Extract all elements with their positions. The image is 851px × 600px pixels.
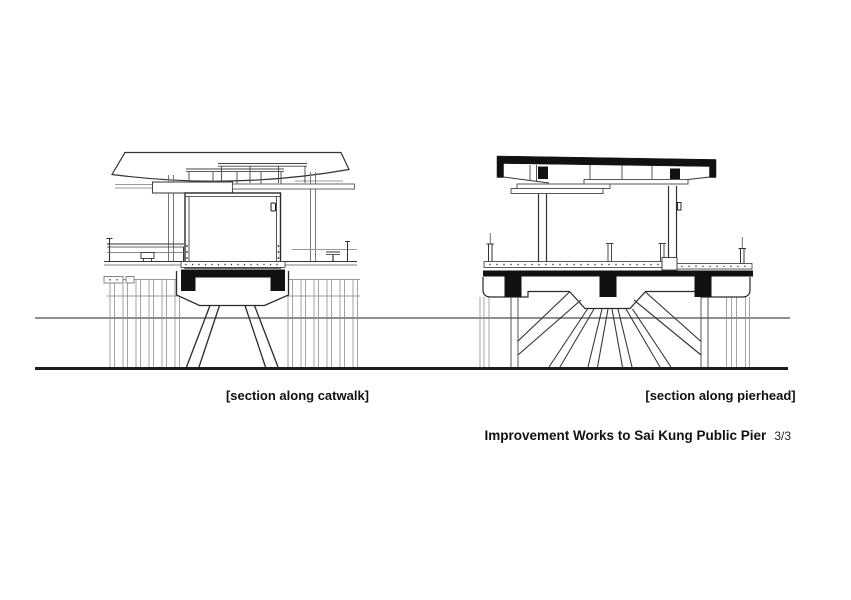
- column-pedestal: [662, 258, 677, 271]
- catwalk-caption: [section along catwalk]: [225, 388, 370, 403]
- catwalk-roof-deck-band: [233, 184, 355, 189]
- deck-fender-blocks: [104, 277, 134, 284]
- drawing-title: [430, 427, 791, 445]
- deck-paving-dots: [185, 264, 277, 265]
- catwalk-deck-fittings-right: [292, 242, 357, 263]
- catwalk-raking-piles: [187, 306, 279, 368]
- pierhead-deck: [484, 258, 752, 271]
- catwalk-fascia-board: [153, 182, 233, 193]
- pierhead-caption: [section along pierhead]: [645, 388, 796, 403]
- sheet-number: 3/3: [774, 429, 791, 443]
- catwalk-cabin: [185, 193, 281, 268]
- pierhead-deck-slab-section: [483, 271, 753, 277]
- drawing-title-text: Improvement Works to Sai Kung Public Pier: [484, 428, 767, 443]
- column-fitting: [678, 203, 682, 211]
- catwalk-deck-railing-left: [107, 239, 185, 262]
- catwalk-section-drawing: [104, 153, 357, 368]
- pierhead-section-drawing: [483, 156, 753, 367]
- cabin-door-handle: [271, 203, 276, 211]
- pierhead-columns: [539, 186, 682, 262]
